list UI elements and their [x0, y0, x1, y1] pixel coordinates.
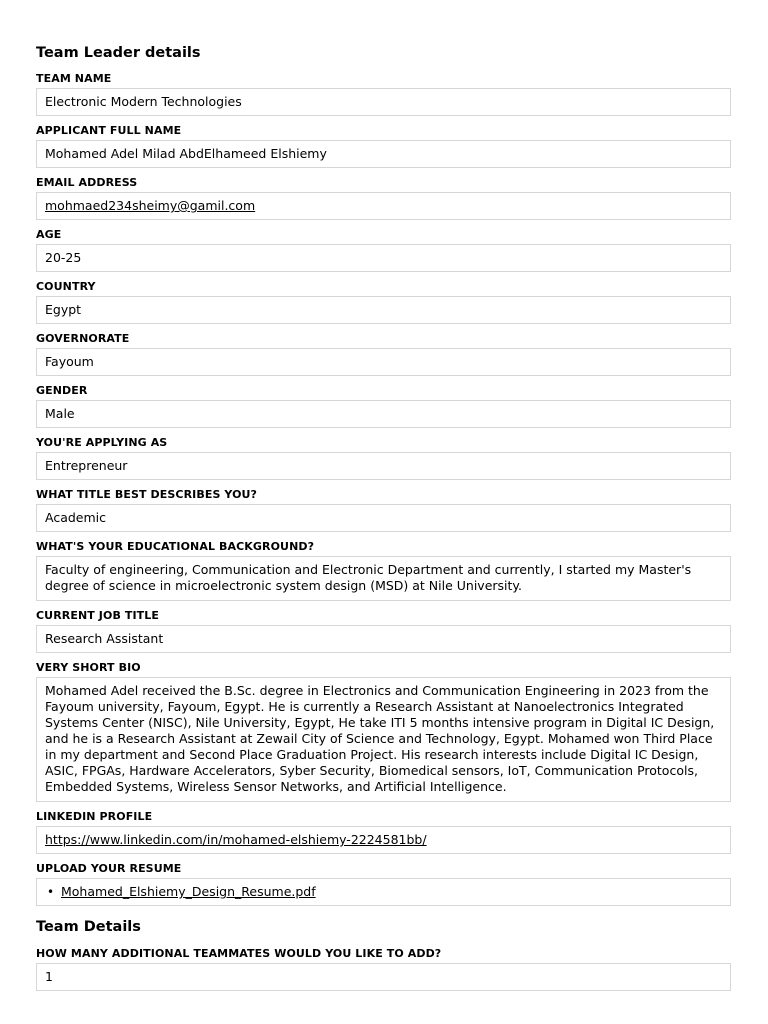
applicant-full-name-field: [36, 124, 731, 168]
bullet-icon: •: [47, 885, 55, 899]
resume-field: [36, 862, 731, 906]
short-bio-field: [36, 661, 731, 802]
gender-label: GENDER: [36, 384, 88, 397]
resume-file-link[interactable]: Mohamed_Elshiemy_Design_Resume.pdf: [61, 884, 316, 899]
title-describes-label: WHAT TITLE BEST DESCRIBES YOU?: [36, 488, 258, 501]
current-job-title-field: [36, 609, 731, 653]
email-address-label: EMAIL ADDRESS: [36, 176, 138, 189]
additional-teammates-value: 1: [36, 963, 731, 991]
applying-as-field: [36, 436, 731, 480]
linkedin-profile-label: LINKEDIN PROFILE: [36, 810, 153, 823]
educational-background-label: WHAT'S YOUR EDUCATIONAL BACKGROUND?: [36, 540, 315, 553]
current-job-title-label: CURRENT JOB TITLE: [36, 609, 159, 622]
resume-file-item: [47, 884, 722, 900]
governorate-label: GOVERNORATE: [36, 332, 130, 345]
title-describes-field: [36, 488, 731, 532]
short-bio-value: Mohamed Adel received the B.Sc. degree in Electronics and Communication Engineering in 2023 from the Fayoum university, Fayoum, Egypt. He is currently a Research Assistant at Nanoelectronics Integrated Systems Center (NISC), Nile University, Egypt, He take ITI 5 months intensive program in Digital IC Design, and he is a Research Assistant at Zewail City of Science and Technology, Egypt. Mohamed won Third Place in my department and Second Place Graduation Project. His research interests include Digital IC Design, ASIC, FPGAs, Hardware Accelerators, Syber Security, Biomedical sensors, IoT, Communication Protocols, Embedded Systems, Wireless Sensor Networks, and Artificial Intelligence.: [36, 677, 731, 802]
team-name-label: TEAM NAME: [36, 72, 112, 85]
governorate-field: [36, 332, 731, 376]
gender-value: Male: [36, 400, 731, 428]
country-value: Egypt: [36, 296, 731, 324]
team-name-value: Electronic Modern Technologies: [36, 88, 731, 116]
educational-background-value: Faculty of engineering, Communication and Electronic Department and currently, I started my Master's degree of science in microelectronic system design (MSD) at Nile University.: [36, 556, 731, 601]
applying-as-label: YOU'RE APPLYING AS: [36, 436, 168, 449]
team-details-section: [36, 918, 731, 991]
team-leader-section-title: Team Leader details: [36, 45, 201, 61]
email-address-box: [36, 192, 731, 220]
gender-field: [36, 384, 731, 428]
applying-as-value: Entrepreneur: [36, 452, 731, 480]
current-job-title-value: Research Assistant: [36, 625, 731, 653]
team-details-section-title: Team Details: [36, 919, 141, 935]
additional-teammates-field: [36, 947, 731, 991]
age-label: AGE: [36, 228, 62, 241]
email-address-field: [36, 176, 731, 220]
linkedin-profile-box: [36, 826, 731, 854]
email-address-link[interactable]: mohmaed234sheimy@gamil.com: [45, 198, 256, 213]
short-bio-label: VERY SHORT BIO: [36, 661, 141, 674]
country-field: [36, 280, 731, 324]
educational-background-field: [36, 540, 731, 601]
additional-teammates-label: HOW MANY ADDITIONAL TEAMMATES WOULD YOU LIKE TO ADD?: [36, 947, 442, 960]
linkedin-profile-field: [36, 810, 731, 854]
title-describes-value: Academic: [36, 504, 731, 532]
resume-box: [36, 878, 731, 906]
applicant-full-name-label: APPLICANT FULL NAME: [36, 124, 182, 137]
age-value: 20-25: [36, 244, 731, 272]
age-field: [36, 228, 731, 272]
country-label: COUNTRY: [36, 280, 96, 293]
governorate-value: Fayoum: [36, 348, 731, 376]
team-name-field: [36, 72, 731, 116]
applicant-full-name-value: Mohamed Adel Milad AbdElhameed Elshiemy: [36, 140, 731, 168]
resume-label: UPLOAD YOUR RESUME: [36, 862, 182, 875]
linkedin-profile-link[interactable]: https://www.linkedin.com/in/mohamed-elshiemy-2224581bb/: [45, 832, 427, 847]
resume-file-list: [45, 884, 722, 900]
